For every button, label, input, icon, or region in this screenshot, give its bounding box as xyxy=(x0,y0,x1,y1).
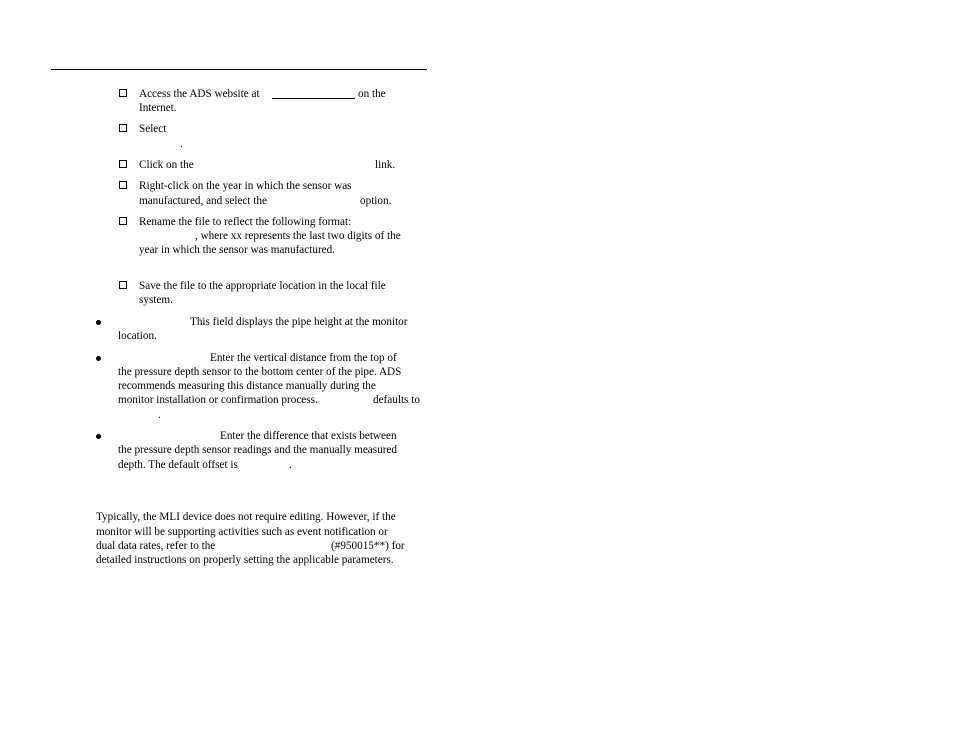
paragraph-line-2: monitor will be supporting activities such as event notification or xyxy=(96,526,388,538)
step-4-text-line2: manufactured, and select the xyxy=(139,195,267,207)
bullet-3-text-line2: the pressure depth sensor readings and the manually measured xyxy=(118,444,397,456)
step-5-text-line3: year in which the sensor was manufactured. xyxy=(139,244,336,256)
bullet-3-text-period: . xyxy=(289,459,292,471)
paragraph-line-3: dual data rates, refer to the xyxy=(96,540,216,552)
step-3-text: Click on the xyxy=(139,159,194,171)
bullet-2-text-period: . xyxy=(158,409,161,421)
paragraph-line-4: detailed instructions on properly setting the applicable parameters. xyxy=(96,554,394,566)
step-1-text: Access the ADS website at xyxy=(139,88,260,100)
checkbox-icon xyxy=(119,181,127,189)
checkbox-icon xyxy=(119,89,127,97)
bullet-icon xyxy=(96,356,101,361)
step-1-text-cont: on the xyxy=(358,88,386,100)
bullet-2-text-defaults: defaults to xyxy=(373,394,420,406)
bullet-1-text: This field displays the pipe height at the monitor xyxy=(190,316,408,328)
step-4-text-option: option. xyxy=(360,195,392,207)
checkbox-icon xyxy=(119,160,127,168)
paragraph-line-3-ref: (#950015**) for xyxy=(331,540,405,552)
bullet-2-text-line4: monitor installation or confirmation process. xyxy=(118,394,318,406)
step-6-text-line2: system. xyxy=(139,294,173,306)
bullet-2-text-line2: the pressure depth sensor to the bottom center of the pipe. ADS xyxy=(118,366,402,378)
step-2-text-period: . xyxy=(180,138,183,150)
header-rule xyxy=(51,69,427,70)
step-5-text: Rename the file to reflect the following format: xyxy=(139,216,352,228)
step-1-text-line2: Internet. xyxy=(139,102,177,114)
bullet-3-text: Enter the difference that exists between xyxy=(220,430,397,442)
bullet-1-text-line2: location. xyxy=(118,330,157,342)
bullet-2-text: Enter the vertical distance from the top of xyxy=(210,352,397,364)
checkbox-icon xyxy=(119,217,127,225)
website-link-blank[interactable] xyxy=(272,87,355,99)
step-3-text-link: link. xyxy=(375,159,396,171)
step-2-text: Select xyxy=(139,123,167,135)
bullet-2-text-line3: recommends measuring this distance manually during the xyxy=(118,380,376,392)
bullet-icon xyxy=(96,434,101,439)
bullet-icon xyxy=(96,320,101,325)
checkbox-icon xyxy=(119,281,127,289)
bullet-3-text-line3: depth. The default offset is xyxy=(118,459,238,471)
step-6-text: Save the file to the appropriate location in the local file xyxy=(139,280,386,292)
checkbox-icon xyxy=(119,124,127,132)
paragraph-line-1: Typically, the MLI device does not require editing. However, if the xyxy=(96,511,396,523)
step-5-text-line2: , where xx represents the last two digits of the xyxy=(195,230,401,242)
step-4-text: Right-click on the year in which the sensor was xyxy=(139,180,352,192)
